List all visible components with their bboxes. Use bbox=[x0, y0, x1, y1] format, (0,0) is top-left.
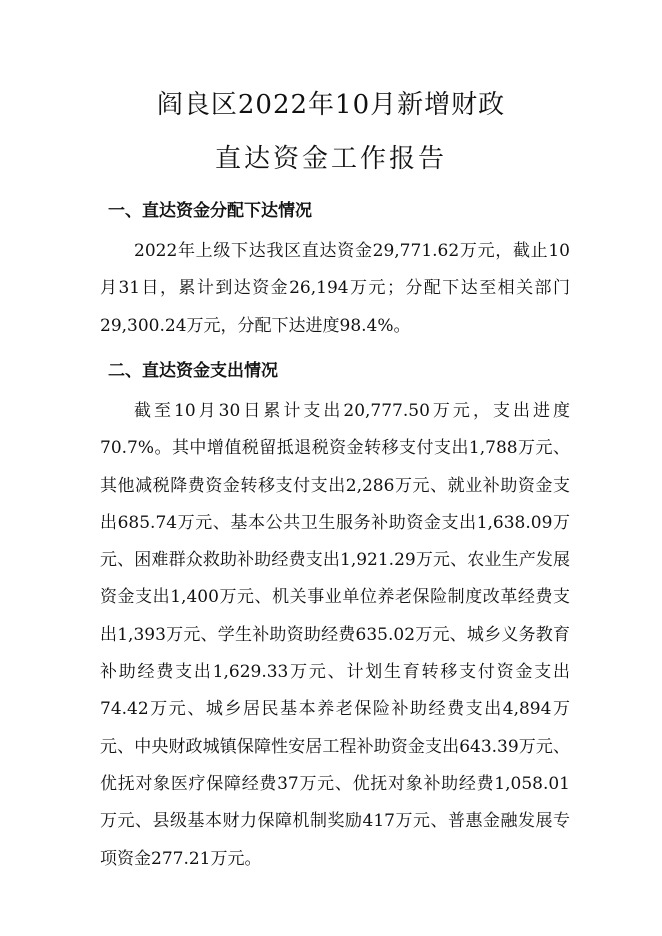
section-1-heading: 一、直达资金分配下达情况 bbox=[108, 201, 312, 221]
report-title-line-1: 阎良区2022年10月新增财政 bbox=[156, 90, 506, 120]
section-2-paragraph: 截至10月30日累计支出20,777.50万元，支出进度70.7%。其中增值税留抵退税资金转移支付支出1,788万元、其他减税降费资金转移支付支出2,286万元、就业补助资金支出685.74万元、基本公共卫生服务补助资金支出1,638.09万元、困难群众救助补助经费支出1,921.29万元、农业生产发展资金支出1,400万元、机关事业单位养老保险制度改革经费支出1,393万元、学生补助资助经费635.02万元、城乡义务教育补助经费支出1,629.33万元、计划生育转移支付资金支出74.42万元、城乡居民基本养老保险补助经费支出4,894万元、中央财政城镇保障性安居工程补助资金支出643.39万元、优抚对象医疗保障经费37万元、优抚对象补助经费1,058.01万元、县级基本财力保障机制奖励417万元、普惠金融发展专项资金277.21万元。 bbox=[100, 401, 570, 869]
report-title-line-2: 直达资金工作报告 bbox=[214, 144, 447, 174]
section-1-paragraph: 2022年上级下达我区直达资金29,771.62万元，截止10月31日，累计到达资金26,194万元；分配下达至相关部门29,300.24万元，分配下达进度98.4%。 bbox=[100, 241, 570, 336]
section-2-heading: 二、直达资金支出情况 bbox=[108, 361, 278, 381]
